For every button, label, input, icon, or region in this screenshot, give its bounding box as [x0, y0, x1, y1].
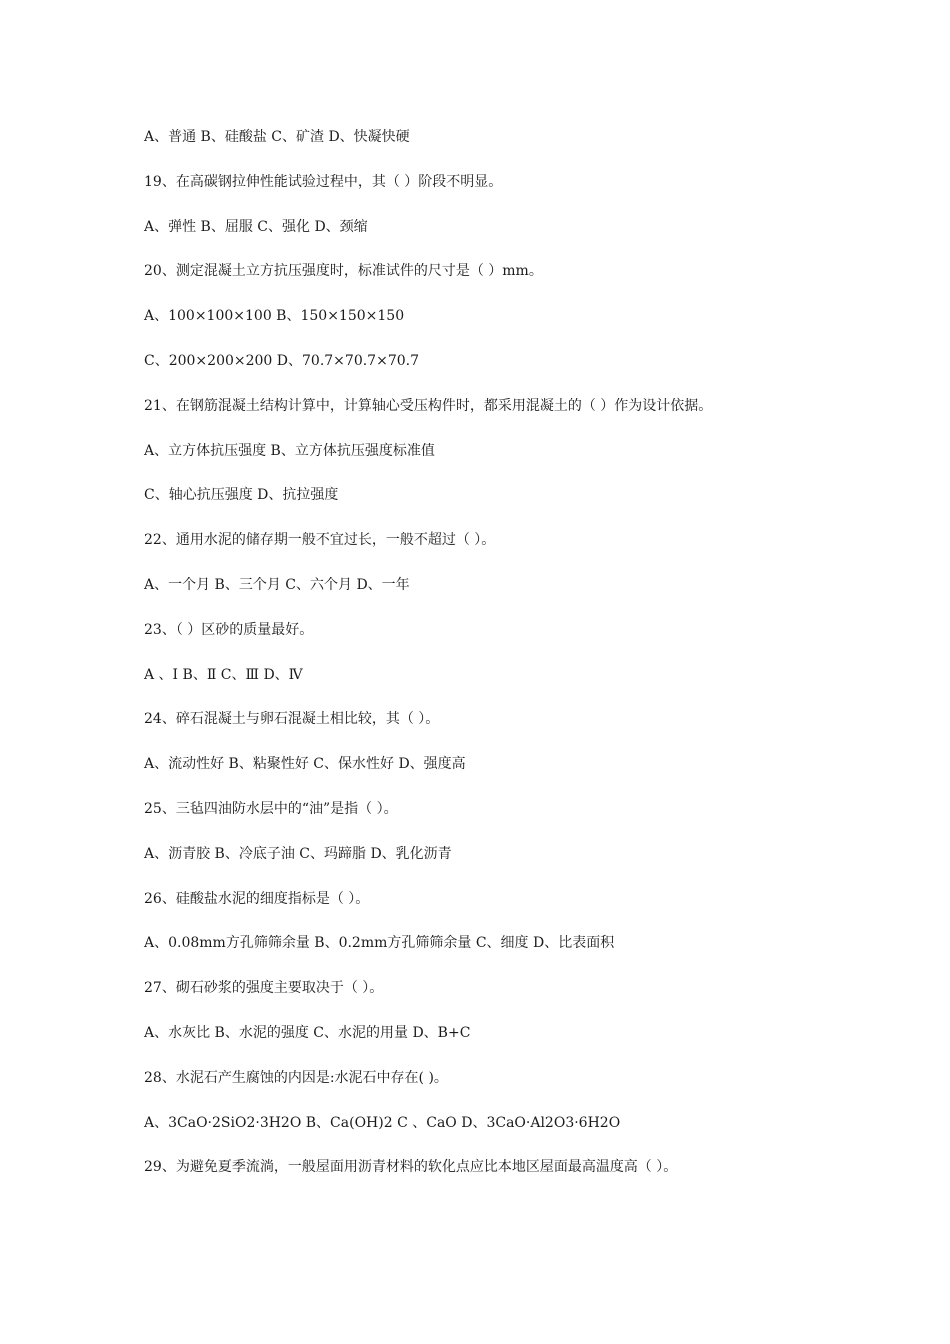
question-22: 22、通用水泥的储存期一般不宜过长，一般不超过（ ）。 — [144, 532, 496, 549]
question-25: 25、三毡四油防水层中的“油”是指（ ）。 — [144, 800, 398, 817]
question-19: 19、在高碳钢拉伸性能试验过程中，其（ ）阶段不明显。 — [144, 173, 503, 190]
option-line: C、轴心抗压强度 D、抗拉强度 — [144, 487, 339, 504]
question-24: 24、碎石混凝土与卵石混凝土相比较，其（ ）。 — [144, 711, 440, 728]
question-26: 26、硅酸盐水泥的细度指标是（ ）。 — [144, 890, 370, 907]
option-line: C、200×200×200 D、70.7×70.7×70.7 — [144, 352, 419, 369]
option-line: A、普通 B、硅酸盐 C、矿渣 D、快凝快硬 — [144, 129, 410, 145]
option-line: A、弹性 B、屈服 C、强化 D、颈缩 — [144, 218, 368, 235]
option-line: A、一个月 B、三个月 C、六个月 D、一年 — [144, 576, 410, 593]
option-line: A、沥青胶 B、冷底子油 C、玛蹄脂 D、乳化沥青 — [144, 845, 452, 862]
option-line: A、水灰比 B、水泥的强度 C、水泥的用量 D、B+C — [144, 1024, 471, 1041]
option-line: A、100×100×100 B、150×150×150 — [144, 308, 405, 325]
option-line: A、立方体抗压强度 B、立方体抗压强度标准值 — [144, 442, 435, 459]
question-29: 29、为避免夏季流淌，一般屋面用沥青材料的软化点应比本地区屋面最高温度高（ ）。 — [144, 1159, 678, 1176]
question-23: 23、（ ）区砂的质量最好。 — [144, 621, 314, 638]
question-list — [144, 126, 904, 1201]
question-21: 21、在钢筋混凝土结构计算中，计算轴心受压构件时，都采用混凝土的（ ）作为设计依据。 — [144, 397, 713, 414]
option-line: A、0.08mm方孔筛筛余量 B、0.2mm方孔筛筛余量 C、细度 D、比表面积 — [144, 935, 615, 952]
question-20: 20、测定混凝土立方抗压强度时，标准试件的尺寸是（ ）mm。 — [144, 263, 543, 280]
option-line: A 、Ⅰ B、Ⅱ C、Ⅲ D、Ⅳ — [144, 666, 303, 683]
option-line: A、流动性好 B、粘聚性好 C、保水性好 D、强度高 — [144, 756, 466, 773]
question-28: 28、水泥石产生腐蚀的内因是:水泥石中存在( )。 — [144, 1069, 448, 1086]
option-line: A、3CaO·2SiO2·3H2O B、Ca(OH)2 C 、CaO D、3CaO·Al2O3·6H2O — [144, 1114, 621, 1131]
question-27: 27、砌石砂浆的强度主要取决于（ ）。 — [144, 980, 384, 997]
